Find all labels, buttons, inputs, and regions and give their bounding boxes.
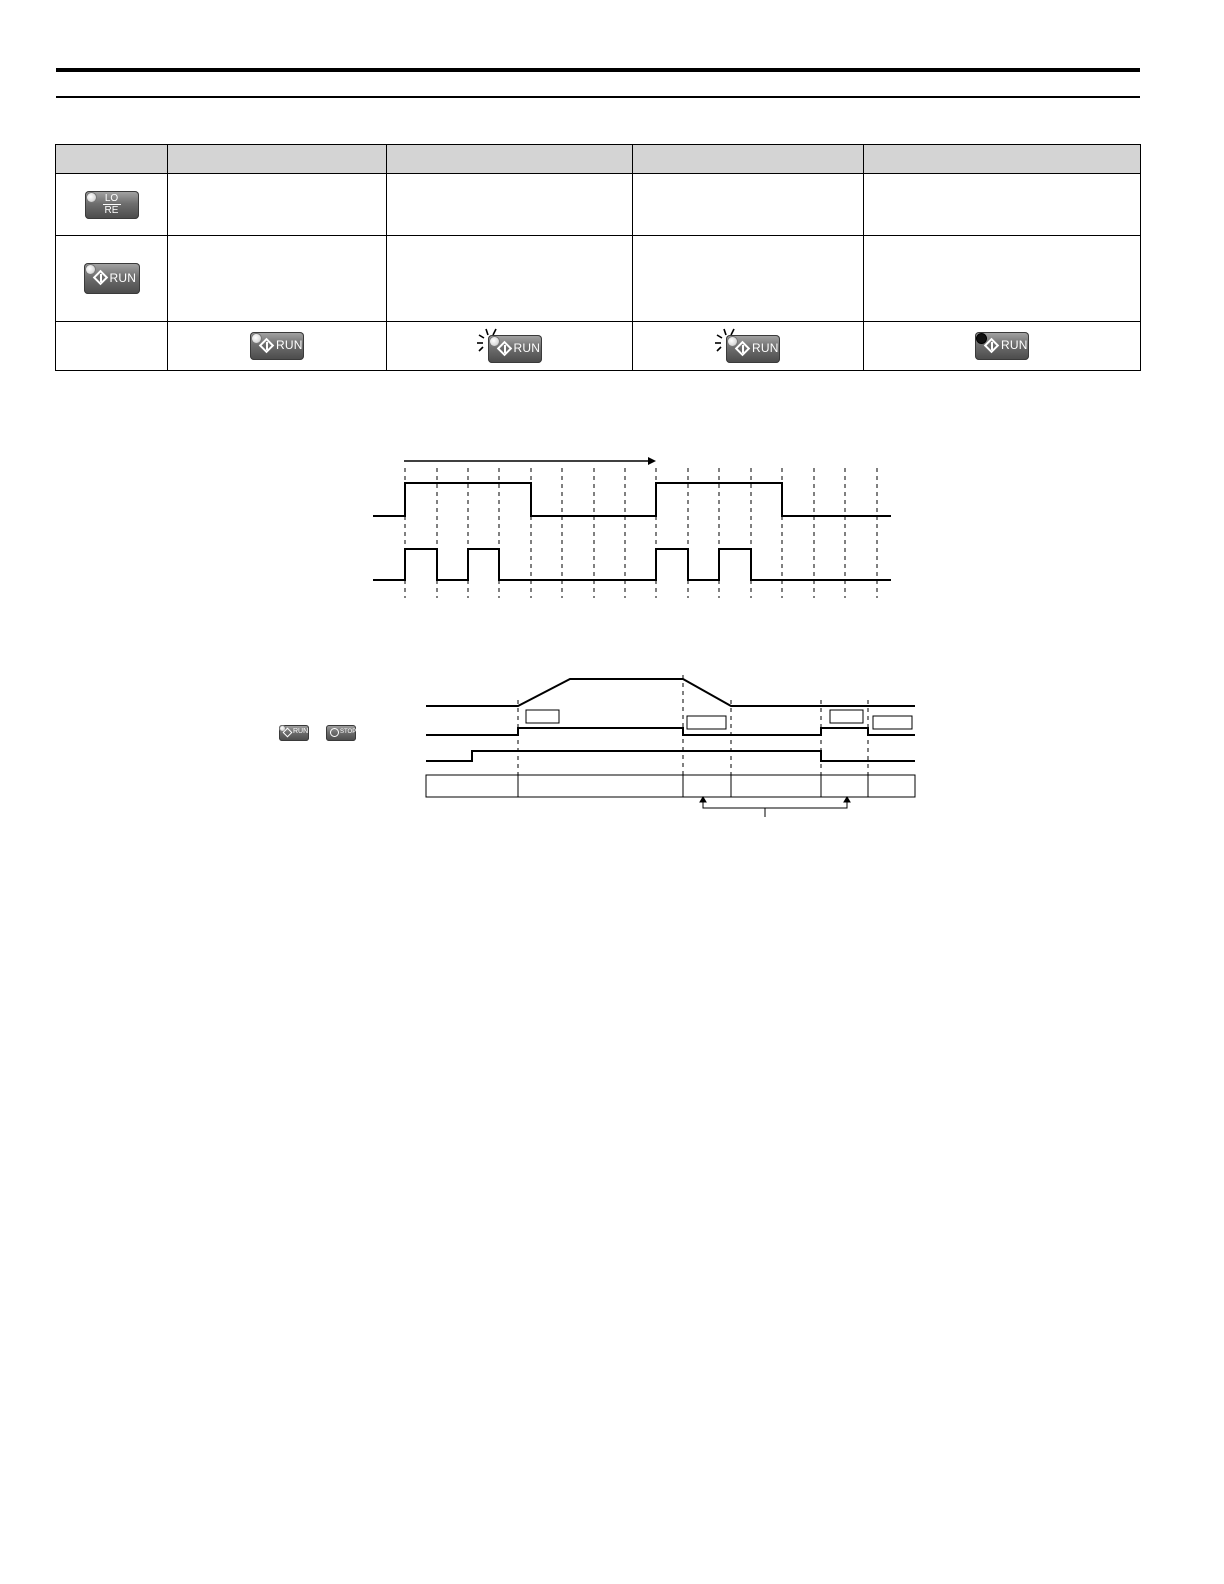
label-box bbox=[687, 716, 726, 729]
run-label: RUN bbox=[1001, 338, 1028, 352]
led-status-bar bbox=[426, 775, 915, 797]
label-box bbox=[830, 710, 863, 723]
run-label: RUN bbox=[752, 341, 779, 355]
run-key-small-icon bbox=[279, 725, 309, 741]
label-box bbox=[873, 716, 912, 729]
run-command-trace bbox=[426, 728, 915, 735]
stop-label: STOP bbox=[340, 729, 357, 735]
re-label: RE bbox=[104, 204, 119, 216]
frequency-reference-trace bbox=[426, 751, 915, 761]
label-box bbox=[526, 710, 559, 723]
interval-bracket bbox=[700, 797, 850, 817]
run-label: RUN bbox=[109, 271, 137, 285]
stop-key-small-icon bbox=[326, 725, 356, 741]
output-frequency-trace bbox=[426, 679, 915, 706]
run-label: RUN bbox=[513, 341, 541, 355]
lo-label: LO bbox=[104, 192, 119, 204]
run-label: RUN bbox=[276, 338, 303, 352]
run-label: RUN bbox=[293, 728, 309, 735]
